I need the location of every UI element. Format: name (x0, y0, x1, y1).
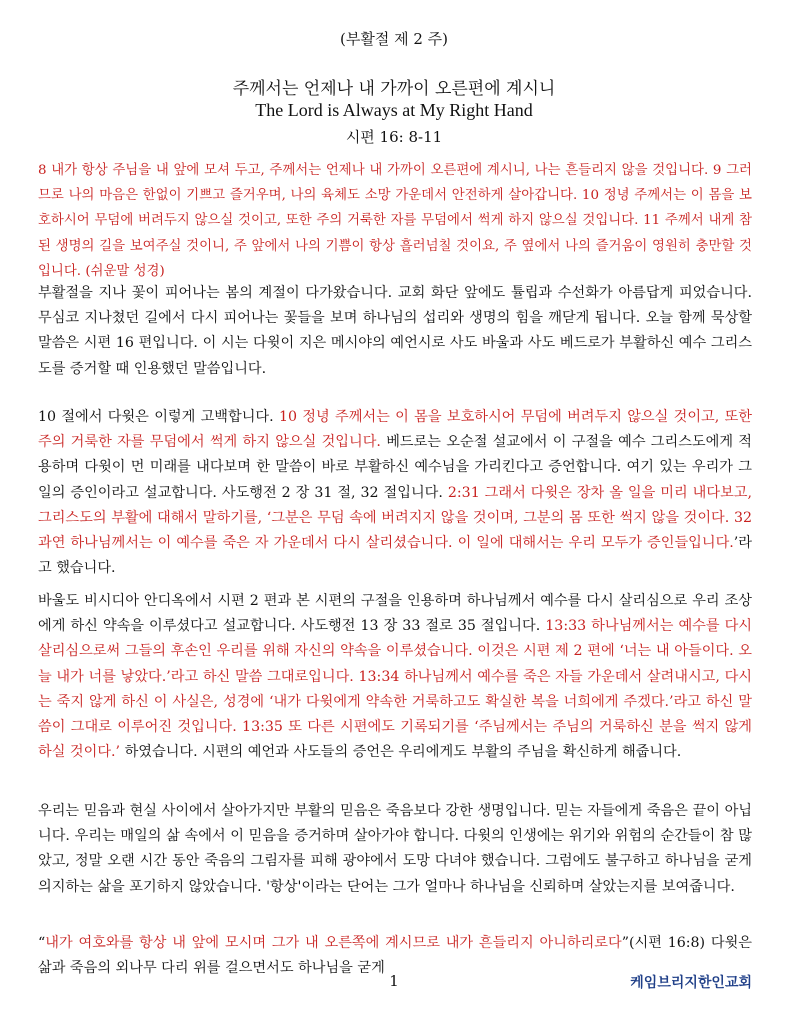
paragraph-faith: 우리는 믿음과 현실 사이에서 살아가지만 부활의 믿음은 죽음보다 강한 생명입니다. 믿는 자들에게 죽음은 끝이 아닙니다. 우리는 매일의 삶 속에서 이 믿음을 증거하며 살아가야 합니다. 다윗의 인생에는 위기와 위험의 순간들이 참 많았고, 정말 오랜 시간 동안 죽음의 그림자를 피해 광야에서 도망 다녀야 했습니다. 그럼에도 불구하고 하나님을 굳게 의지하는 삶을 포기하지 않았습니다. '항상'이라는 단어는 그가 얼마나 하나님을 신뢰하며 살았는지를 보여줍니다. (38, 803, 752, 895)
quoted-verse: 13:33 하나님께서는 예수를 다시 살리심으로써 그들의 후손인 우리를 위해 자신의 약속을 이루셨습니다. 이것은 시편 제 2 편에 ‘너는 내 아들이다. 오늘 내가 너를 낳았다.’라고 하신 말씀 그대로입니다. 13:34 하나님께서 예수를 죽은 자들 가운데서 살려내시고, 다시는 죽지 않게 하신 이 사실은, 성경에 ‘내가 다윗에게 약속한 거룩하고도 확실한 복을 너희에게 주겠다.’라고 하신 말씀이 그대로 이루어진 것입니다. 13:35 또 다른 시편에도 기록되기를 ‘주님께서는 주님의 거룩하신 분을 썩지 않게 하실 것이다.’ (38, 618, 752, 761)
paragraph-text: 베드로는 오순절 설교에서 이 구절을 예수 그리스도에게 적용하며 다윗이 먼 미래를 내다보며 한 말씀이 바로 부활하신 예수님을 가리킨다고 증언합니다. 여기 있는 우리가 그 일의 증인이라고 설교합니다. 사도행전 2 장 31 절, 32 절입니다. (38, 434, 753, 501)
paragraph-text: 하였습니다. 시편의 예언과 사도들의 증언은 우리에게도 부활의 주님을 확신하게 해줍니다. (120, 744, 682, 761)
paragraph-text: 바울도 비시디아 안디옥에서 시편 2 편과 본 시편의 구절을 인용하며 하나님께서 예수를 다시 살리심으로 우리 조상에게 하신 약속을 이루셨다고 설교합니다. 사도행전 13 장 33 절로 35 절입니다. (38, 593, 752, 635)
paragraph-text: ”(시편 16:8) 다윗은 삶과 죽음의 외나무 다리 위를 걸으면서도 하나님을 굳게 (38, 935, 752, 977)
church-name: 케임브리지한인교회 (630, 975, 752, 991)
paragraph-david-confession (38, 405, 752, 581)
quote-mark: “ (38, 935, 46, 951)
season-label: (부활절 제 2 주) (339, 30, 448, 48)
sermon-title-english: The Lord is Always at My Right Hand (255, 100, 533, 120)
paragraph-paul-sermon (38, 589, 752, 765)
paragraph-intro: 부활절을 지나 꽃이 피어나는 봄의 계절이 다가왔습니다. 교회 화단 앞에도 튤립과 수선화가 아름답게 피었습니다. 무심코 지나쳤던 길에서 다시 피어나는 꽃들을 보며 하나님의 섭리와 생명의 힘을 깨닫게 됩니다. 오늘 함께 묵상할 말씀은 시편 16 편입니다. 이 시는 다윗이 지은 메시야의 예언시로 사도 바울과 사도 베드로가 부활하신 예수 그리스도를 증거할 때 인용했던 말씀입니다. (38, 285, 752, 377)
page-number: 1 (389, 972, 399, 990)
scripture-passage: 8 내가 항상 주님을 내 앞에 모셔 두고, 주께서는 언제나 내 가까이 오른편에 계시니, 나는 흔들리지 않을 것입니다. 9 그러므로 나의 마음은 한없이 기쁘고 즐거우며, 나의 육체도 소망 가운데서 안전하게 살아갑니다. 10 정녕 주께서는 이 몸을 보호하시어 무덤에 버려두지 않으실 것이고, 또한 주의 거룩한 자를 무덤에서 썩게 하지 않으실 것입니다. 11 주께서 내게 참된 생명의 길을 보여주실 것이니, 주 앞에서 나의 기쁨이 항상 흘러넘칠 것이요, 주 옆에서 나의 즐거움이 영원히 충만할 것입니다. (쉬운말 성경) (38, 163, 752, 279)
scripture-reference: 시편 16: 8-11 (345, 128, 443, 146)
quoted-verse: 2:31 그래서 다윗은 장차 올 일을 미리 내다보고, 그리스도의 부활에 대해서 말하기를, ‘그분은 무덤 속에 버려지지 않을 것이며, 그분의 몸 또한 썩지 않을 것이다. 32 과연 하나님께서는 이 예수를 죽은 자 가운데서 다시 살리셨습니다. 이 일에 대해서는 우리 모두가 증인들입니다. (38, 484, 752, 552)
quoted-verse: 10 정녕 주께서는 이 몸을 보호하시어 무덤에 버려두지 않으실 것이고, 또한 주의 거룩한 자를 무덤에서 썩게 하지 않으실 것입니다. (38, 409, 752, 451)
paragraph-text: 10 절에서 다윗은 이렇게 고백합니다. (38, 409, 279, 425)
quoted-verse: 내가 여호와를 항상 내 앞에 모시며 그가 내 오른쪽에 계시므로 내가 흔들리지 아니하리로다 (45, 935, 622, 951)
sermon-title-korean: 주께서는 언제나 내 가까이 오른편에 계시니 (232, 79, 556, 99)
paragraph-text: ’라고 했습니다. (38, 535, 752, 577)
